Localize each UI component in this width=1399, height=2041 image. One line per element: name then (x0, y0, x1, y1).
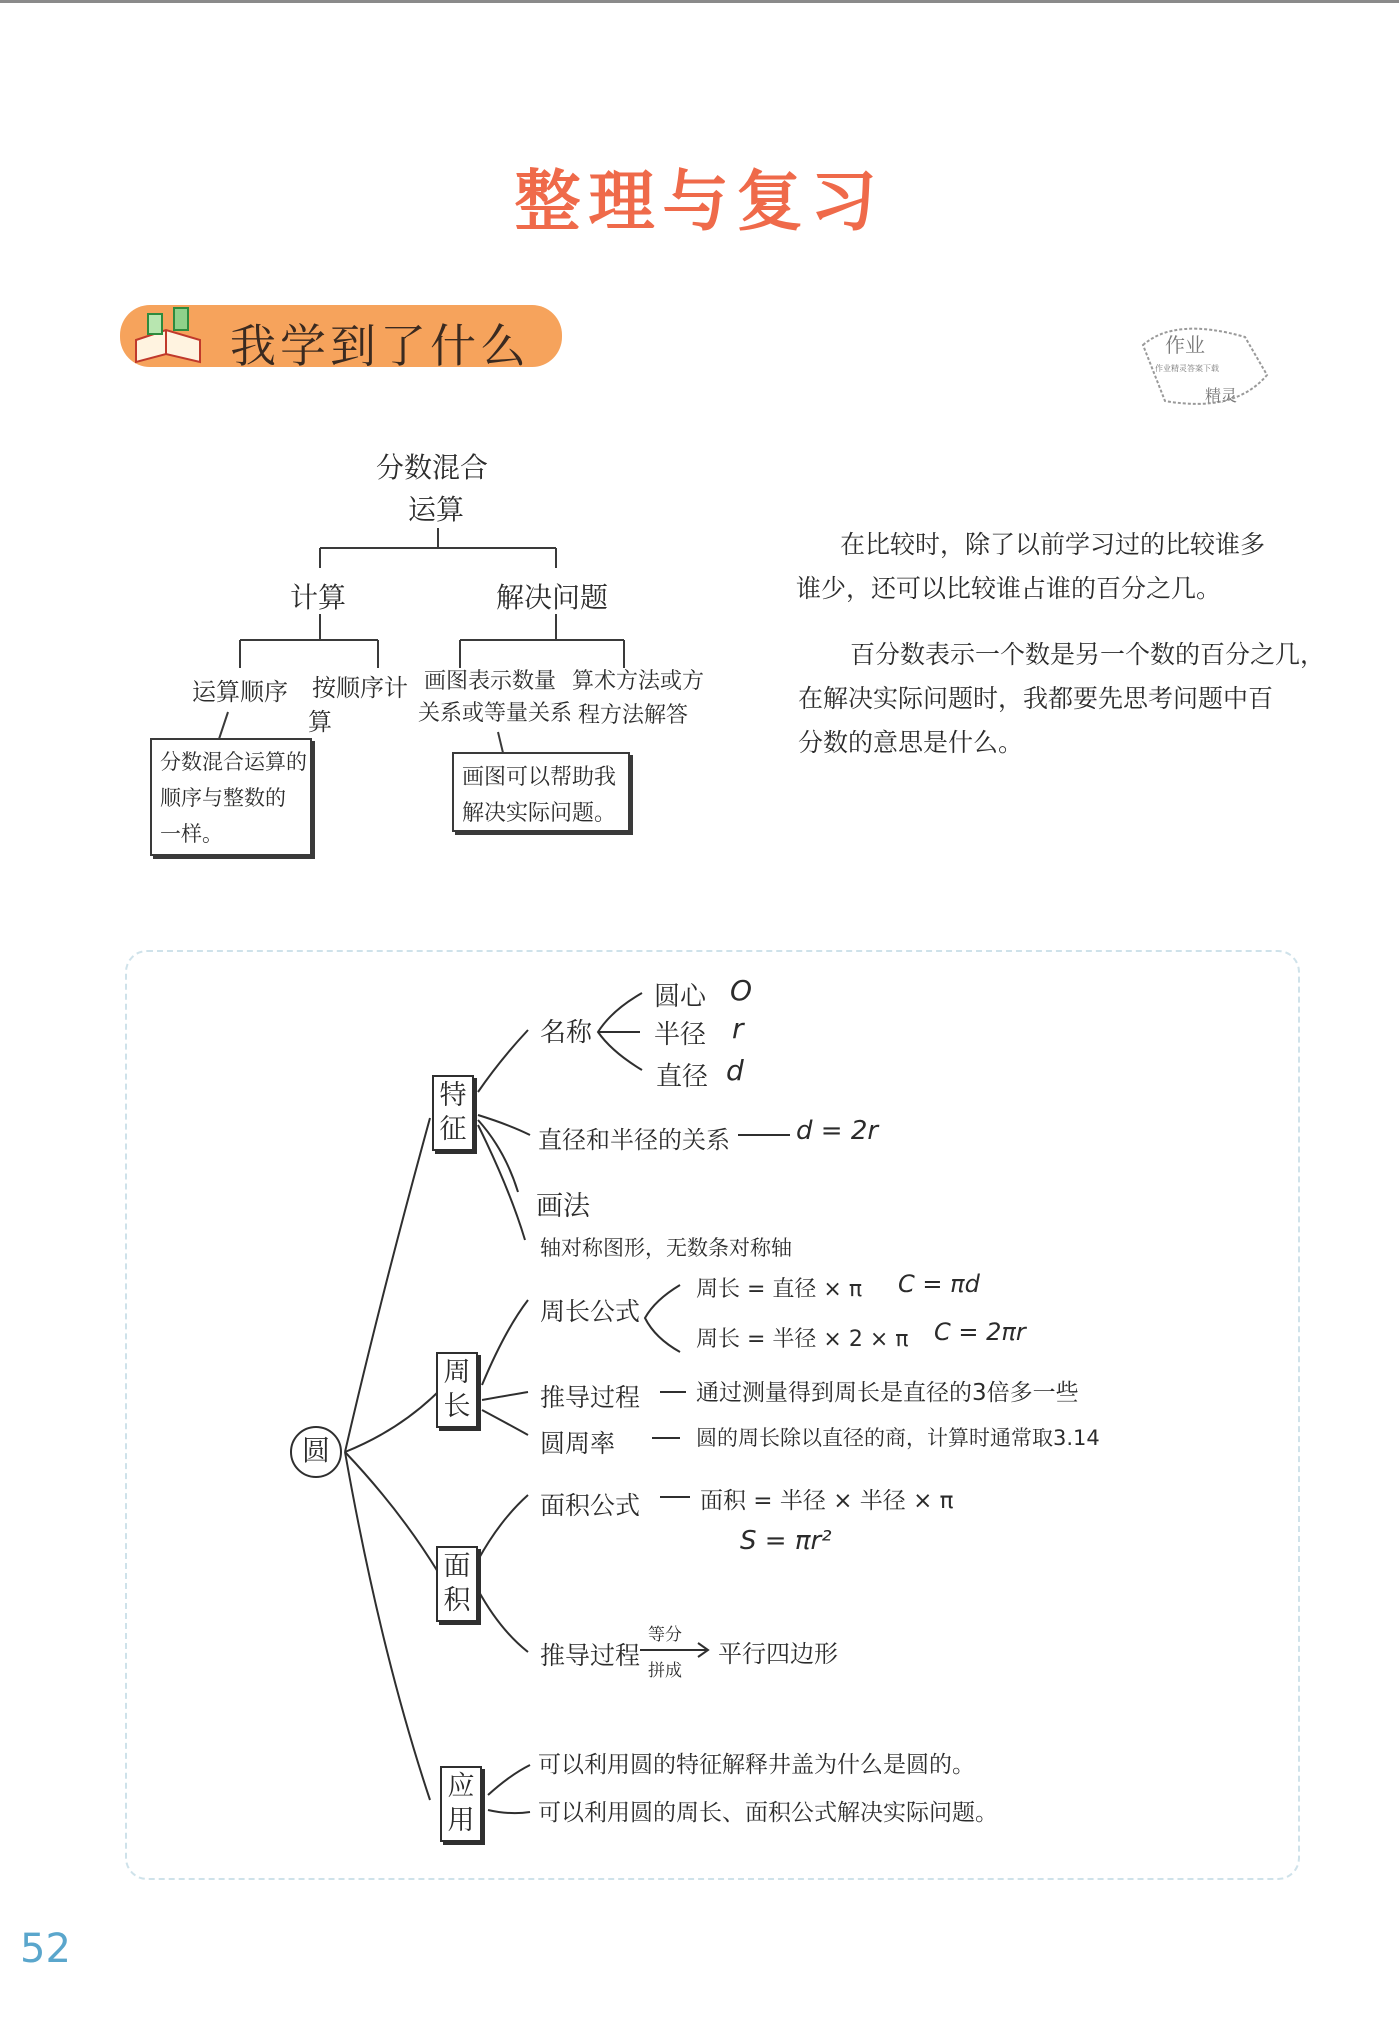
application-1: 可以利用圆的特征解释井盖为什么是圆的。 (538, 1752, 975, 1778)
draw-line1: 画图表示数量 (424, 669, 557, 694)
order-calc-line1: 按顺序计 (312, 674, 408, 702)
fraction-root-line2: 运算 (408, 493, 465, 526)
pi-label: 圆周率 (540, 1429, 616, 1458)
relation-formula: d = 2r (796, 1116, 879, 1146)
circle-root-node: 圆 (290, 1426, 342, 1478)
arrow-bottom-label: 拼成 (648, 1661, 682, 1681)
para2-line2: 在解决实际问题时，我都要先思考问题中百 (798, 684, 1274, 713)
note-box-draw: 画图可以帮助我 解决实际问题。 (452, 752, 630, 832)
arrow-top-label: 等分 (648, 1625, 682, 1645)
pi-text: 圆的周长除以直径的商，计算时通常取3.14 (696, 1426, 1100, 1450)
arith-line1: 算术方法或方 (572, 669, 705, 694)
page-title: 整理与复习 (514, 163, 885, 240)
perimeter-formula-1: 周长 = 直径 × π (696, 1277, 863, 1302)
perimeter-formula-label: 周长公式 (540, 1297, 641, 1326)
para1-line1: 在比较时，除了以前学习过的比较谁多 (840, 530, 1266, 559)
center-label: 圆心 (654, 982, 707, 1012)
application-2: 可以利用圆的周长、面积公式解决实际问题。 (538, 1800, 998, 1826)
fraction-root-line1: 分数混合 (376, 451, 489, 484)
radius-label: 半径 (654, 1020, 707, 1050)
relation-label: 直径和半径的关系 (538, 1126, 730, 1154)
draw-line2: 关系或等量关系 (418, 701, 573, 726)
solve-node: 解决问题 (496, 581, 609, 614)
arith-line2: 程方法解答 (578, 703, 689, 728)
perimeter-derive-label: 推导过程 (540, 1383, 641, 1412)
perimeter-formula-2-symbol: C = 2πr (934, 1318, 1026, 1346)
perimeter-node: 周长 (436, 1352, 478, 1428)
para2-line1: 百分数表示一个数是另一个数的百分之几， (850, 640, 1326, 669)
perimeter-derive-text: 通过测量得到周长是直径的3倍多一些 (696, 1380, 1079, 1406)
order-node: 运算顺序 (192, 678, 288, 706)
para2-line3: 分数的意思是什么。 (798, 728, 1024, 757)
area-formula-text: 面积 = 半径 × 半径 × π (700, 1488, 954, 1514)
para1-line2: 谁少，还可以比较谁占谁的百分之几。 (796, 574, 1222, 603)
diameter-symbol: d (726, 1054, 744, 1087)
page-number: 52 (20, 1926, 71, 1972)
center-symbol: O (730, 974, 753, 1007)
feature-node: 特征 (432, 1075, 474, 1151)
application-node: 应用 (440, 1766, 482, 1842)
order-calc-line2: 算 (308, 708, 332, 736)
perimeter-formula-2: 周长 = 半径 × 2 × π (696, 1327, 909, 1352)
perimeter-formula-1-symbol: C = πd (898, 1270, 980, 1298)
radius-symbol: r (732, 1012, 744, 1045)
symmetry-label: 轴对称图形，无数条对称轴 (540, 1236, 792, 1260)
section-banner-label: 我学到了什么 (230, 319, 530, 373)
area-formula-label: 面积公式 (540, 1491, 641, 1520)
watermark-seal: 作业 作业精灵答案下载 精灵 (1135, 315, 1275, 419)
area-derive-label: 推导过程 (540, 1641, 641, 1670)
note-box-order: 分数混合运算的 顺序与整数的 一样。 (150, 738, 312, 856)
drawing-label: 画法 (536, 1191, 590, 1222)
area-node: 面积 (436, 1546, 478, 1622)
area-formula-symbol: S = πr² (740, 1526, 832, 1556)
parallelogram-label: 平行四边形 (718, 1640, 838, 1668)
calc-node: 计算 (290, 581, 347, 614)
names-label: 名称 (540, 1018, 593, 1048)
diameter-label: 直径 (656, 1062, 709, 1092)
